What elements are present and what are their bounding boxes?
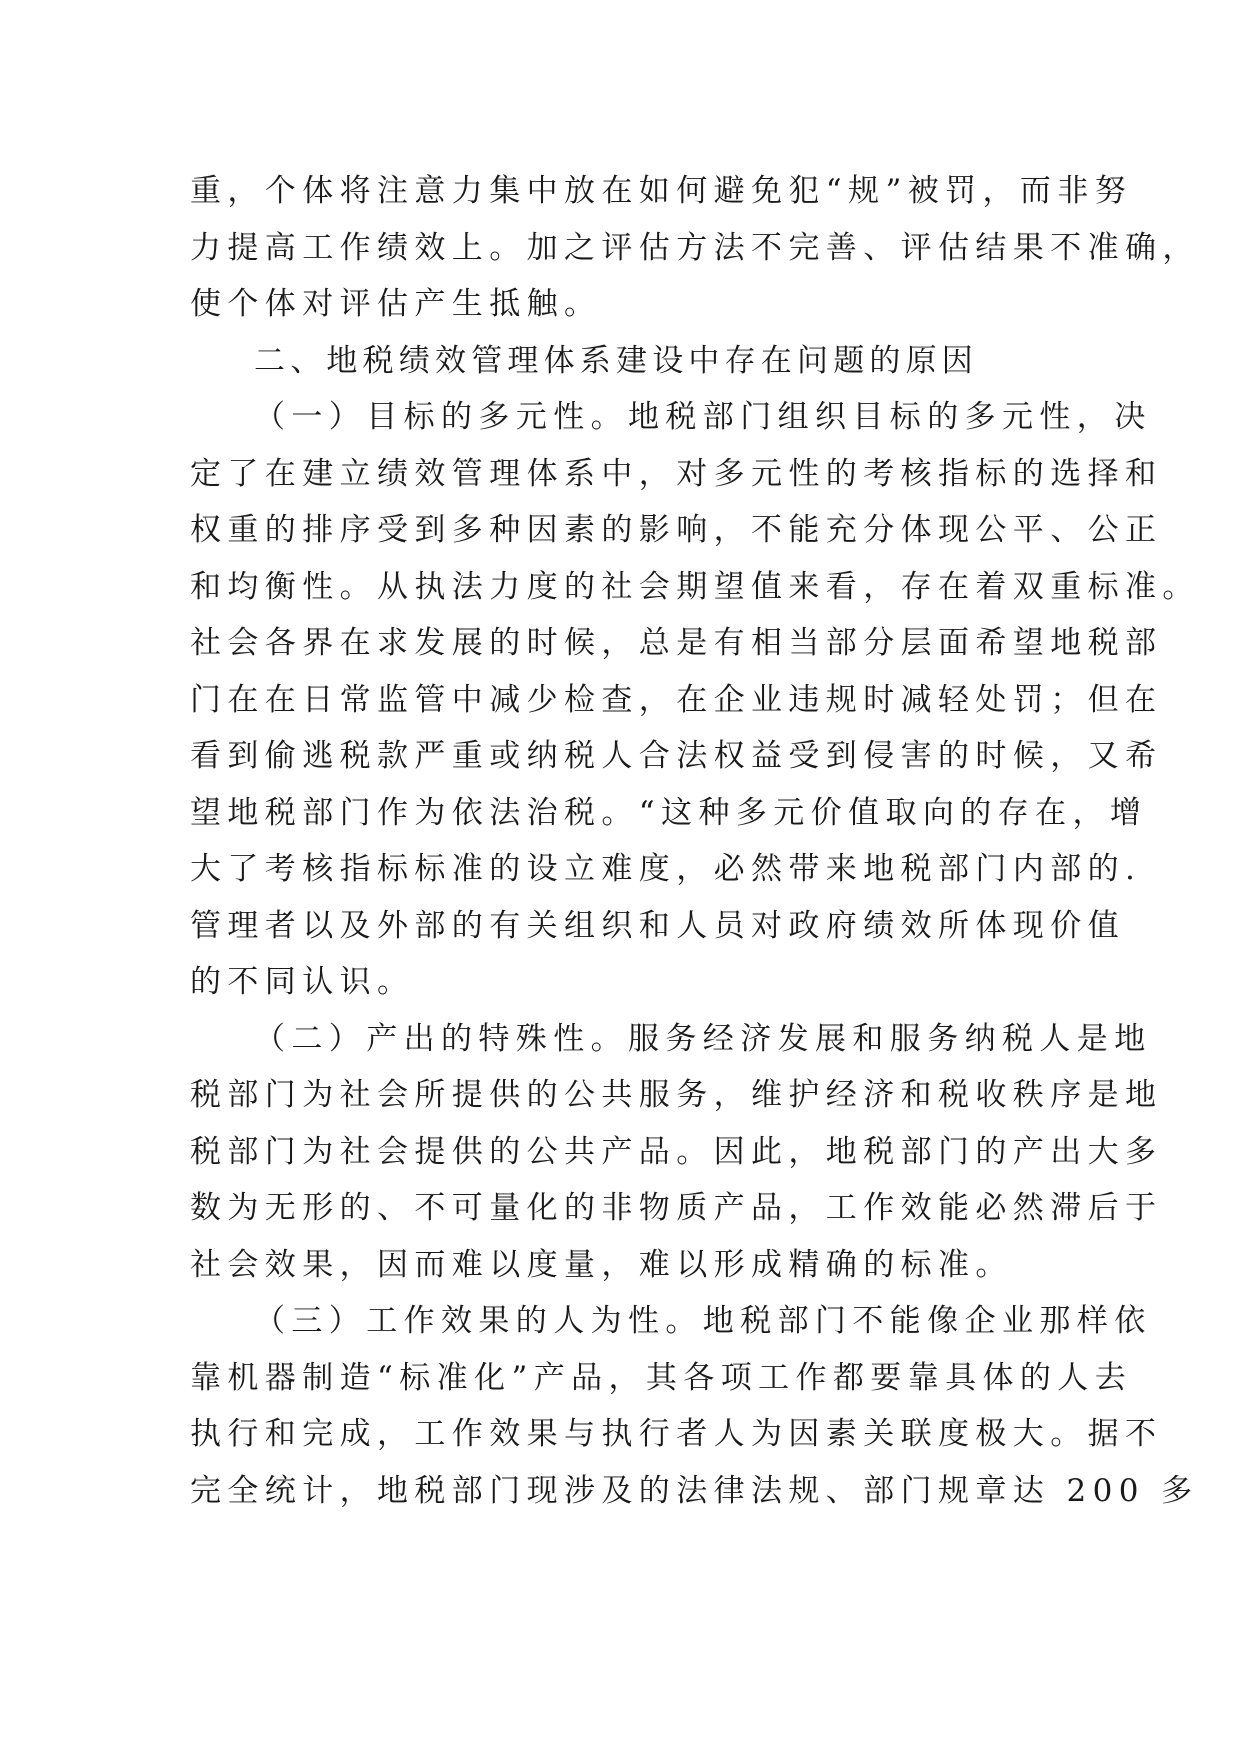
body-text-line: 定了在建立绩效管理体系中，对多元性的考核指标的选择和 — [190, 455, 1163, 492]
body-text-line: 看到偷逃税款严重或纳税人合法权益受到侵害的时候，又希 — [190, 738, 1163, 774]
body-text-line: 门在在日常监管中减少检查，在企业违规时减轻处罚；但在 — [190, 681, 1163, 718]
body-text-line: 数为无形的、不可量化的非物质产品，工作效能必然滞后于 — [190, 1190, 1163, 1226]
section-heading: 二、地税绩效管理体系建设中存在问题的原因 — [254, 342, 978, 379]
paragraph-first-line: （二）产出的特殊性。服务经济发展和服务纳税人是地 — [254, 1020, 1152, 1057]
body-text-line: 社会效果，因而难以度量，难以形成精确的标准。 — [190, 1246, 1013, 1283]
paragraph-first-line: （三）工作效果的人为性。地税部门不能像企业那样依 — [254, 1303, 1152, 1339]
body-text-line: 社会各界在求发展的时候，总是有相当部分层面希望地税部 — [190, 625, 1163, 661]
body-text-line: 力提高工作绩效上。加之评估方法不完善、评估结果不准确， — [190, 229, 1200, 266]
paragraph-first-line: （一）目标的多元性。地税部门组织目标的多元性，决 — [254, 399, 1152, 435]
body-text-line: 和均衡性。从执法力度的社会期望值来看，存在着双重标准。 — [190, 568, 1200, 605]
body-text-line: 靠机器制造“标准化”产品，其各项工作都要靠具体的人去 — [190, 1359, 1133, 1396]
body-text-line: 使个体对评估产生抵触。 — [190, 286, 602, 322]
body-text-line: 执行和完成，工作效果与执行者人为因素关联度极大。据不 — [190, 1416, 1163, 1452]
body-text-line: 大了考核指标标准的设立难度，必然带来地税部门内部的. — [190, 851, 1142, 887]
document-body — [190, 163, 1200, 1519]
body-text-line: 的不同认识。 — [190, 964, 415, 1000]
body-text-line: 完全统计，地税部门现涉及的法律法规、部门规章达 200 多 — [190, 1472, 1199, 1509]
body-text-line: 重，个体将注意力集中放在如何避免犯“规”被罚，而非努 — [190, 173, 1133, 209]
body-text-line: 税部门为社会提供的公共产品。因此，地税部门的产出大多 — [190, 1133, 1163, 1170]
body-text-line: 望地税部门作为依法治税。“这种多元价值取向的存在，增 — [190, 794, 1148, 831]
body-text-line: 权重的排序受到多种因素的影响，不能充分体现公平、公正 — [190, 512, 1163, 548]
body-text-line: 管理者以及外部的有关组织和人员对政府绩效所体现价值 — [190, 907, 1125, 944]
body-text-line: 税部门为社会所提供的公共服务，维护经济和税收秩序是地 — [190, 1077, 1163, 1113]
